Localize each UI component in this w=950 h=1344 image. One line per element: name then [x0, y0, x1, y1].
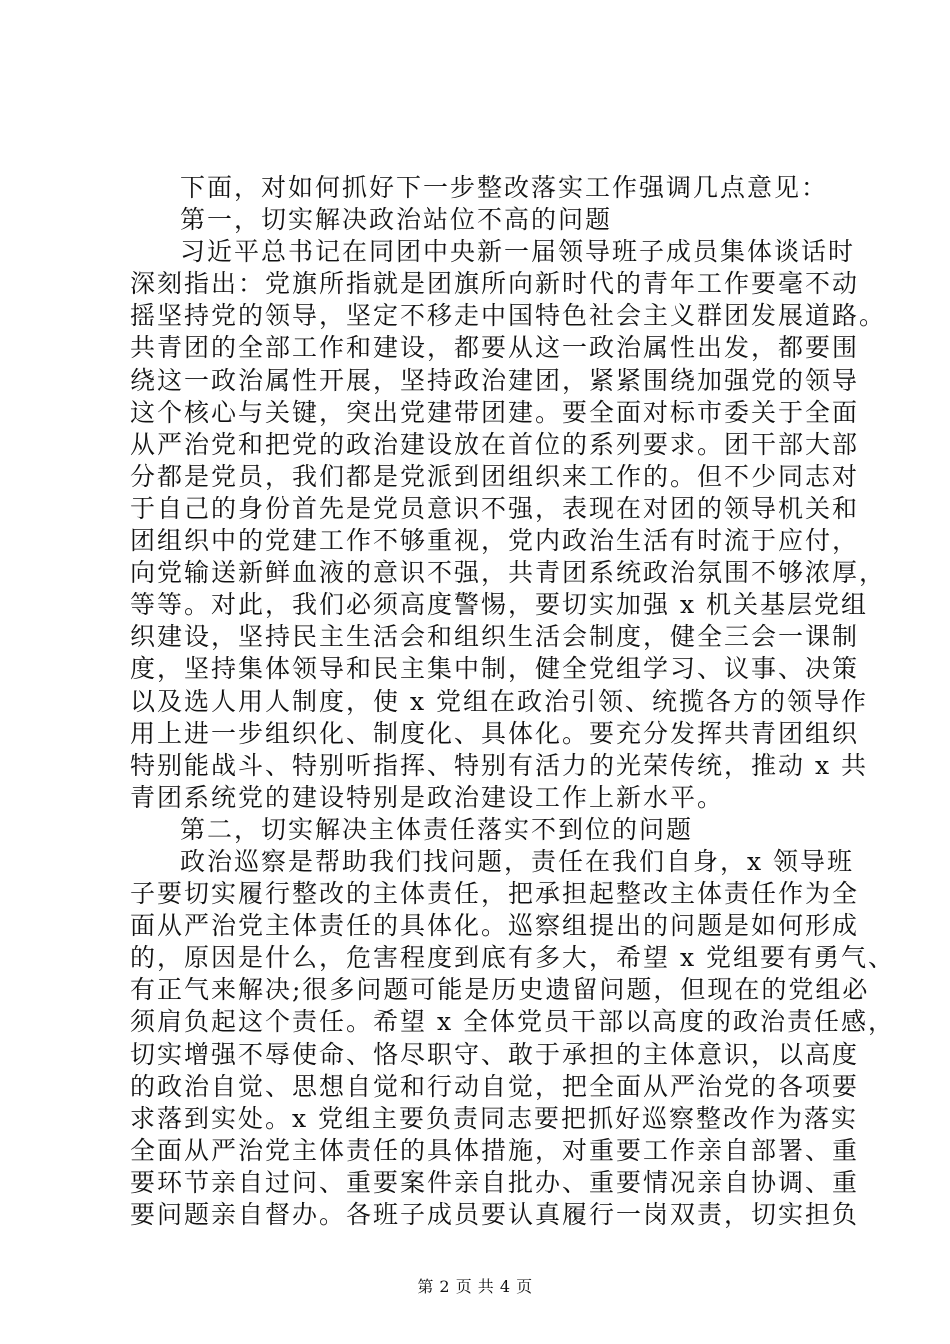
paragraph-line: 特别能战斗、特别听指挥、特别有活力的光荣传统，推动 x 共: [130, 750, 868, 780]
paragraph-line: 度，坚持集体领导和民主集中制，健全党组学习、议事、决策: [130, 654, 860, 684]
paragraph-line: 于自己的身份首先是党员意识不强，表现在对团的领导机关和: [130, 493, 860, 523]
document-body: [130, 172, 895, 1231]
paragraph-line: 共青团的全部工作和建设，都要从这一政治属性出发，都要围: [130, 333, 860, 363]
paragraph-line: 等等。对此，我们必须高度警惕，要切实加强 x 机关基层党组: [130, 590, 868, 620]
paragraph-line: 绕这一政治属性开展，坚持政治建团，紧紧围绕加强党的领导: [130, 365, 860, 395]
paragraph-line: 这个核心与关键，突出党建带团建。要全面对标市委关于全面: [130, 397, 860, 427]
paragraph-line: 须肩负起这个责任。希望 x 全体党员干部以高度的政治责任感，: [130, 1007, 895, 1037]
paragraph-line: 面从严治党主体责任的具体化。巡察组提出的问题是如何形成: [130, 911, 860, 941]
paragraph-line: 有正气来解决;很多问题可能是历史遗留问题，但现在的党组必: [130, 975, 870, 1005]
paragraph-line: 从严治党和把党的政治建设放在首位的系列要求。团干部大部: [130, 429, 860, 459]
paragraph-line: 要问题亲自督办。各班子成员要认真履行一岗双责，切实担负: [130, 1200, 860, 1229]
paragraph-line: 分都是党员，我们都是党派到团组织来工作的。但不少同志对: [130, 461, 860, 491]
paragraph-line: 的，原因是什么，危害程度到底有多大，希望 x 党组要有勇气、: [130, 943, 895, 973]
paragraph-line: 团组织中的党建工作不够重视，党内政治生活有时流于应付，: [130, 526, 860, 556]
section-heading-2: 第二，切实解决主体责任落实不到位的问题: [180, 814, 694, 844]
paragraph-line: 要环节亲自过问、重要案件亲自批办、重要情况亲自协调、重: [130, 1167, 860, 1197]
paragraph-line: 摇坚持党的领导，坚定不移走中国特色社会主义群团发展道路。: [130, 301, 887, 331]
page-footer: 第 2 页 共 4 页: [417, 1277, 533, 1296]
paragraph-line: 向党输送新鲜血液的意识不强，共青团系统政治氛围不够浓厚，: [130, 558, 887, 588]
paragraph-line: 子要切实履行整改的主体责任，把承担起整改主体责任作为全: [130, 879, 860, 909]
paragraph-line: 求落到实处。x 党组主要负责同志要把抓好巡察整改作为落实: [130, 1103, 859, 1133]
paragraph-line: 的政治自觉、思想自觉和行动自觉，把全面从严治党的各项要: [130, 1071, 860, 1101]
paragraph-line: 织建设，坚持民主生活会和组织生活会制度，健全三会一课制: [130, 622, 860, 652]
paragraph-line: 切实增强不辱使命、恪尽职守、敢于承担的主体意识，以高度: [130, 1039, 860, 1069]
paragraph-line: 深刻指出：党旗所指就是团旗所向新时代的青年工作要毫不动: [130, 269, 860, 299]
intro-line: 下面，对如何抓好下一步整改落实工作强调几点意见：: [180, 173, 829, 202]
section-heading-1: 第一，切实解决政治站位不高的问题: [180, 205, 613, 235]
paragraph-line: 政治巡察是帮助我们找问题，责任在我们自身，x 领导班: [180, 846, 855, 876]
paragraph-line: 用上进一步组织化、制度化、具体化。要充分发挥共青团组织: [130, 718, 860, 748]
paragraph-line: 以及选人用人制度，使 x 党组在政治引领、统揽各方的领导作: [130, 686, 868, 716]
paragraph-line: 全面从严治党主体责任的具体措施，对重要工作亲自部署、重: [130, 1135, 860, 1165]
paragraph-line: 习近平总书记在同团中央新一届领导班子成员集体谈话时: [180, 237, 856, 267]
paragraph-line: 青团系统党的建设特别是政治建设工作上新水平。: [130, 782, 725, 812]
